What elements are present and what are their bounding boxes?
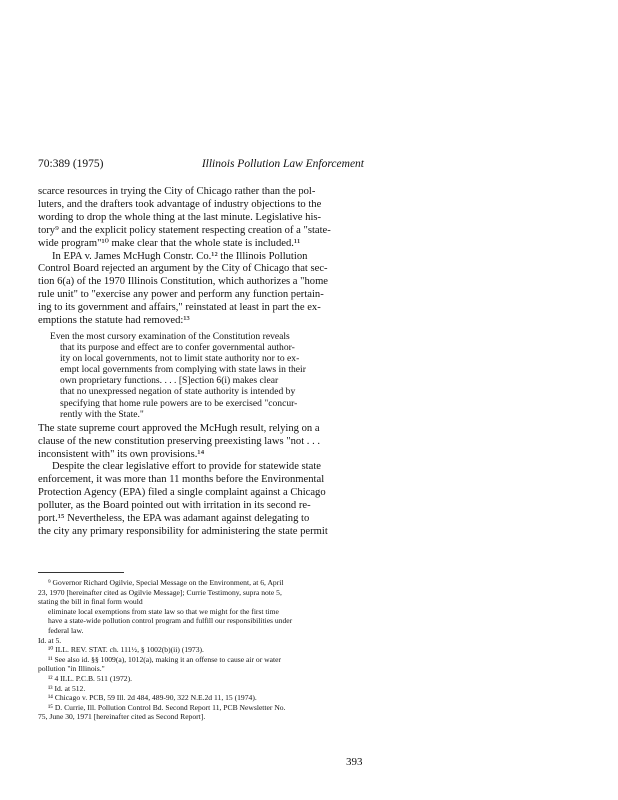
footnote-line: eliminate local exemptions from state law so that we might for the first time [48,606,279,616]
body-line: In EPA v. James McHugh Constr. Co.¹² the Illinois Pollution [52,250,308,262]
body-line: scarce resources in trying the City of Chicago rather than the pol- [38,186,316,197]
footnote-line: ¹⁴ Chicago v. PCB, 59 Ill. 2d 484, 489-90, 322 N.E.2d 11, 15 (1974). [48,693,257,703]
footnote-line: have a state-wide pollution control program and fulfill our responsibilities under [48,616,293,626]
body-line: wide program"¹⁰ make clear that the whole state is included.¹¹ [38,237,301,249]
body-line: clause of the new constitution preserving preexisting laws "not . . . [38,435,321,447]
quote-line: own proprietary functions. . . . [S]ection 6(i) makes clear [60,375,279,387]
body-line: Protection Agency (EPA) filed a single complaint against a Chicago [38,487,326,499]
body-line: emptions the statute had removed:¹³ [38,315,190,327]
page-number: 393 [346,756,363,768]
body-line: The state supreme court approved the McHugh result, relying on a [38,422,320,434]
quote-line: that no unexpressed negation of state authority is intended by [60,386,296,398]
footnote-line: ¹⁵ D. Currie, Ill. Pollution Control Bd. Second Report 11, PCB Newsletter No. [48,702,286,712]
footnote-line: ¹¹ See also id. §§ 1009(a), 1012(a), making it an offense to cause air or water [48,654,281,664]
footnote-divider [38,572,124,573]
footnote-line: ¹² 4 ILL. P.C.B. 511 (1972). [48,673,133,683]
footnote-line: 75, June 30, 1971 [hereinafter cited as Second Report]. [38,712,206,722]
quote-line: empt local governments from complying with state laws in their [60,364,306,376]
footnote-line: stating the bill in final form would [38,597,143,607]
quote-line: rently with the State." [60,408,144,420]
body-line: ing to its government and affairs," reinstated at least in part the ex- [38,302,321,314]
footnote-line: Id. at 5. [38,635,62,645]
body-line: enforcement, it was more than 11 months before the Environmental [38,474,325,486]
body-line: polluter, as the Board pointed out with irritation in its second re- [38,500,311,512]
footnote-line: ⁹ Governor Richard Ogilvie, Special Message on the Environment, at 6, April [48,578,284,587]
block-quote [50,331,364,420]
quote-line: ity on local governments, not to limit state authority nor to ex- [60,353,300,365]
footnote-line: federal law. [48,625,84,635]
body-line: inconsistent with" its own provisions.¹⁴ [38,448,205,460]
header-title: Illinois Pollution Law Enforcement [201,158,364,170]
footnote-line: 23, 1970 [hereinafter cited as Ogilvie Message]; Currie Testimony, supra note 5, [38,587,282,597]
header-citation: 70:389 (1975) [38,158,104,170]
running-header [38,158,364,174]
body-line: Despite the clear legislative effort to provide for statewide state [52,461,321,473]
body-line: tion 6(a) of the 1970 Illinois Constitution, which authorizes a "home [38,276,329,288]
body-line: rule unit" to "exercise any power and perform any function pertain- [38,289,324,301]
body-line: Control Board rejected an argument by the City of Chicago that sec- [38,263,328,275]
quote-line: that its purpose and effect are to confer governmental author- [60,342,295,354]
quote-line: specifying that home rule powers are to be exercised "concur- [60,397,298,409]
body-line: port.¹⁵ Nevertheless, the EPA was adamant against delegating to [38,513,310,525]
body-line: the city any primary responsibility for administering the state permit [38,525,328,537]
footnotes [38,578,364,722]
body-line: luters, and the drafters took advantage of industry objections to the [38,198,322,210]
body-line: wording to drop the whole thing at the last minute. Legislative his- [38,211,322,223]
footnote-line: ¹⁰ ILL. REV. STAT. ch. 111½, § 1002(b)(ii) (1973). [48,645,204,655]
quote-line: Even the most cursory examination of the Constitution reveals [50,330,290,342]
body-line: tory⁹ and the explicit policy statement respecting creation of a "state- [38,224,331,236]
footnote-line: pollution "in Illinois." [38,664,105,674]
main-text [38,186,364,539]
footnote-line: ¹³ Id. at 512. [48,683,86,693]
